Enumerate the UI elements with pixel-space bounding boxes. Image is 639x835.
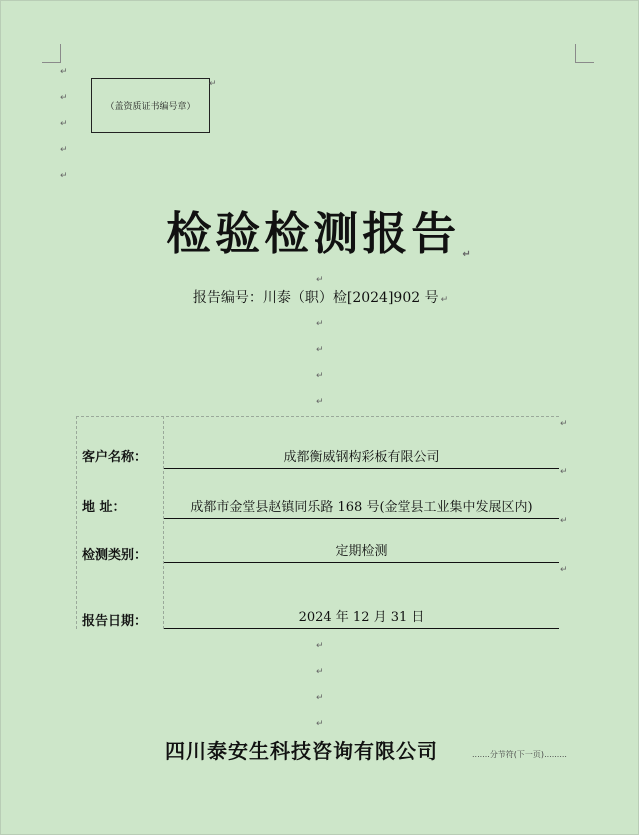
paragraph-mark-icon: ↵: [316, 345, 324, 355]
test-category-label: 检测类别：: [82, 548, 148, 563]
paragraph-mark-icon: ↵: [316, 371, 324, 381]
report-date-value: 2024 年 12 月 31 日: [164, 606, 559, 629]
paragraph-mark-icon: ↵: [316, 719, 324, 729]
crop-mark-top-left: [42, 44, 61, 63]
info-table: [76, 416, 559, 629]
stamp-box: [91, 78, 210, 133]
paragraph-mark-icon: ↵: [560, 467, 568, 477]
report-date-label: 报告日期：: [82, 614, 148, 629]
paragraph-mark-icon: ↵: [209, 79, 217, 89]
address-label: 地 址：: [82, 500, 126, 515]
stamp-note: （盖资质证书编号章）: [105, 102, 196, 112]
address-value: 成都市金堂县赵镇同乐路 168 号(金堂县工业集中发展区内): [164, 496, 559, 519]
paragraph-mark-icon: ↵: [60, 119, 68, 129]
report-number: 报告编号：川泰（职）检[2024]902 号 ↵: [192, 290, 449, 306]
client-name-label: 客户名称：: [82, 450, 148, 465]
section-break: .......分节符(下一页).........: [472, 750, 567, 759]
paragraph-mark-icon: ↵: [60, 93, 68, 103]
paragraph-mark-icon: ↵: [316, 319, 324, 329]
test-category-value: 定期检测: [164, 540, 559, 563]
report-title: 检验检测报告 ↵: [166, 207, 475, 260]
paragraph-mark-icon: ↵: [316, 397, 324, 407]
paragraph-mark-icon: ↵: [560, 419, 568, 429]
paragraph-mark-icon: ↵: [560, 565, 568, 575]
paragraph-mark-icon: ↵: [316, 275, 324, 285]
paragraph-mark-icon: ↵: [60, 171, 68, 181]
paragraph-mark-icon: ↵: [316, 667, 324, 677]
paragraph-mark-icon: ↵: [316, 693, 324, 703]
paragraph-mark-icon: ↵: [60, 67, 68, 77]
paragraph-mark-icon: ↵: [316, 641, 324, 651]
company-name: 四川泰安生科技咨询有限公司: [165, 739, 438, 763]
client-name-value: 成都衡威钢构彩板有限公司: [164, 446, 559, 469]
paragraph-mark-icon: ↵: [560, 516, 568, 526]
crop-mark-top-right: [575, 44, 594, 63]
paragraph-mark-icon: ↵: [60, 145, 68, 155]
